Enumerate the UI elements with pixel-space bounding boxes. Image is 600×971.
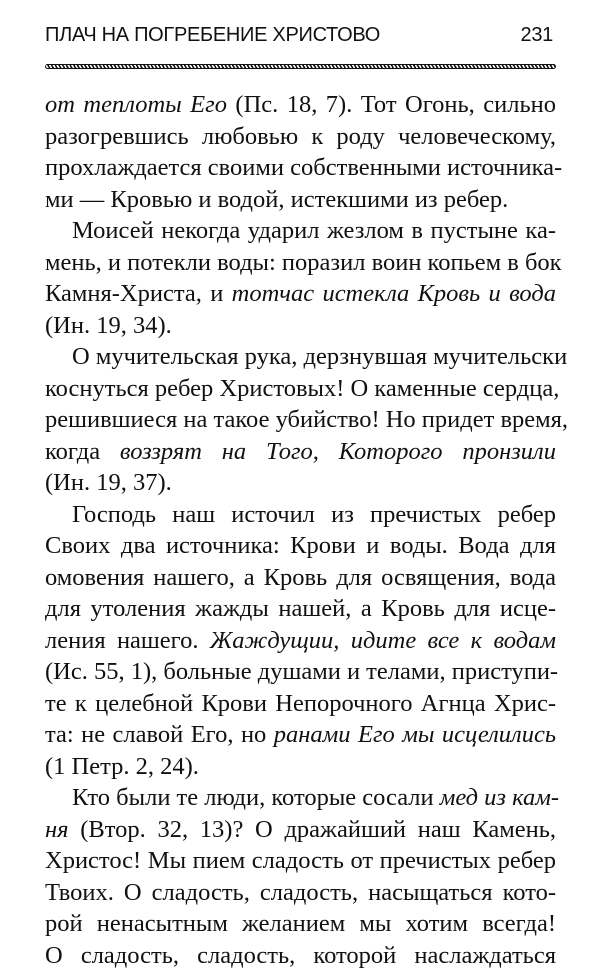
text-line xyxy=(45,310,556,342)
text-line xyxy=(45,89,556,121)
text-segment: (Ин. 19, 34). xyxy=(45,311,172,339)
text-line xyxy=(45,121,556,153)
quotation-text: ня xyxy=(45,815,69,843)
text-segment: (Ин. 19, 37). xyxy=(45,469,172,496)
text-line xyxy=(45,782,560,814)
text-line xyxy=(45,341,568,373)
text-line xyxy=(45,404,569,436)
text-line xyxy=(45,184,556,216)
quotation-text: от теплоты Его xyxy=(45,91,227,118)
text-segment: прохлаждается своими собственными источника- xyxy=(45,154,563,181)
text-segment: (Втор. 32, 13)? О дражайший наш Камень, xyxy=(68,815,556,843)
text-segment: омовения нашего, а Кровь для освящения, вода xyxy=(45,563,556,591)
text-segment: (Ис. 55, 1), больные душами и телами, приступи- xyxy=(45,658,559,685)
text-segment: Кто были те люди, которые сосали xyxy=(72,784,440,811)
page-number: 231 xyxy=(520,24,553,46)
text-line xyxy=(45,845,556,877)
running-header xyxy=(45,24,555,54)
text-segment: рой ненасытным желанием мы хотим всегда! xyxy=(45,910,556,937)
text-segment: ления нашего. xyxy=(45,626,210,654)
quotation-text: воззрят на Того, Которого пронзили xyxy=(119,437,556,465)
text-segment: О сладость, сладость, которой наслаждаться xyxy=(45,941,556,969)
text-line xyxy=(45,530,556,562)
decorative-rule xyxy=(45,64,556,69)
text-line xyxy=(45,814,556,846)
running-title: ПЛАЧ НА ПОГРЕБЕНИЕ ХРИСТОВО xyxy=(45,24,380,46)
text-segment: ми — Кровью и водой, истекшими из ребер. xyxy=(45,185,509,213)
text-line xyxy=(45,719,556,751)
body-text xyxy=(45,89,569,971)
text-line xyxy=(45,467,556,499)
text-line xyxy=(45,278,556,310)
quotation-text: тотчас истекла Кровь и вода xyxy=(231,280,556,307)
text-segment: те к целебной Крови Непорочного Агнца Хрис- xyxy=(45,689,556,717)
text-segment: Своих два источника: Крови и воды. Вода для xyxy=(45,532,556,559)
text-segment: для утоления жажды нашей, а Кровь для исце- xyxy=(45,595,556,622)
quotation-text: мед из кам- xyxy=(439,784,560,811)
text-segment: мень, и потекли воды: поразил воин копьем в бок xyxy=(45,248,562,276)
text-segment: разогревшись любовью к роду человеческому, xyxy=(45,122,556,150)
text-segment: Христос! Мы пием сладость от пречистых ребер xyxy=(45,847,556,874)
text-line xyxy=(45,688,556,720)
text-segment: (Пс. 18, 7). Тот Огонь, сильно xyxy=(226,91,556,118)
text-segment: Господь наш источил из пречистых ребер xyxy=(72,500,556,528)
text-line xyxy=(45,593,556,625)
text-line xyxy=(45,152,563,184)
text-line xyxy=(45,940,556,971)
text-line xyxy=(45,373,560,405)
text-line xyxy=(45,877,556,909)
text-segment: (1 Петр. 2, 24). xyxy=(45,752,199,780)
text-segment: решившиеся на такое убийство! Но придет время, xyxy=(45,406,569,433)
quotation-text: Жаждущии, идите все к водам xyxy=(209,626,556,654)
text-segment: когда xyxy=(45,437,120,465)
text-segment: коснуться ребер Христовых! О каменные сердца, xyxy=(45,374,560,402)
text-segment: Твоих. О сладость, сладость, насыщаться кото- xyxy=(45,878,556,906)
text-line xyxy=(45,751,556,783)
text-line xyxy=(45,625,556,657)
text-line xyxy=(45,908,556,940)
text-line xyxy=(45,562,556,594)
text-segment: Моисей некогда ударил жезлом в пустыне ка- xyxy=(72,217,556,244)
text-line xyxy=(45,215,556,247)
text-line xyxy=(45,499,556,531)
text-segment: Камня-Христа, и xyxy=(45,280,232,307)
text-line xyxy=(45,436,556,468)
text-line xyxy=(45,656,559,688)
text-segment: та: не славой Его, но xyxy=(45,721,274,748)
text-segment: О мучительская рука, дерзнувшая мучительски xyxy=(72,343,568,370)
quotation-text: ранами Его мы исцелились xyxy=(273,721,556,748)
text-line xyxy=(45,247,562,279)
